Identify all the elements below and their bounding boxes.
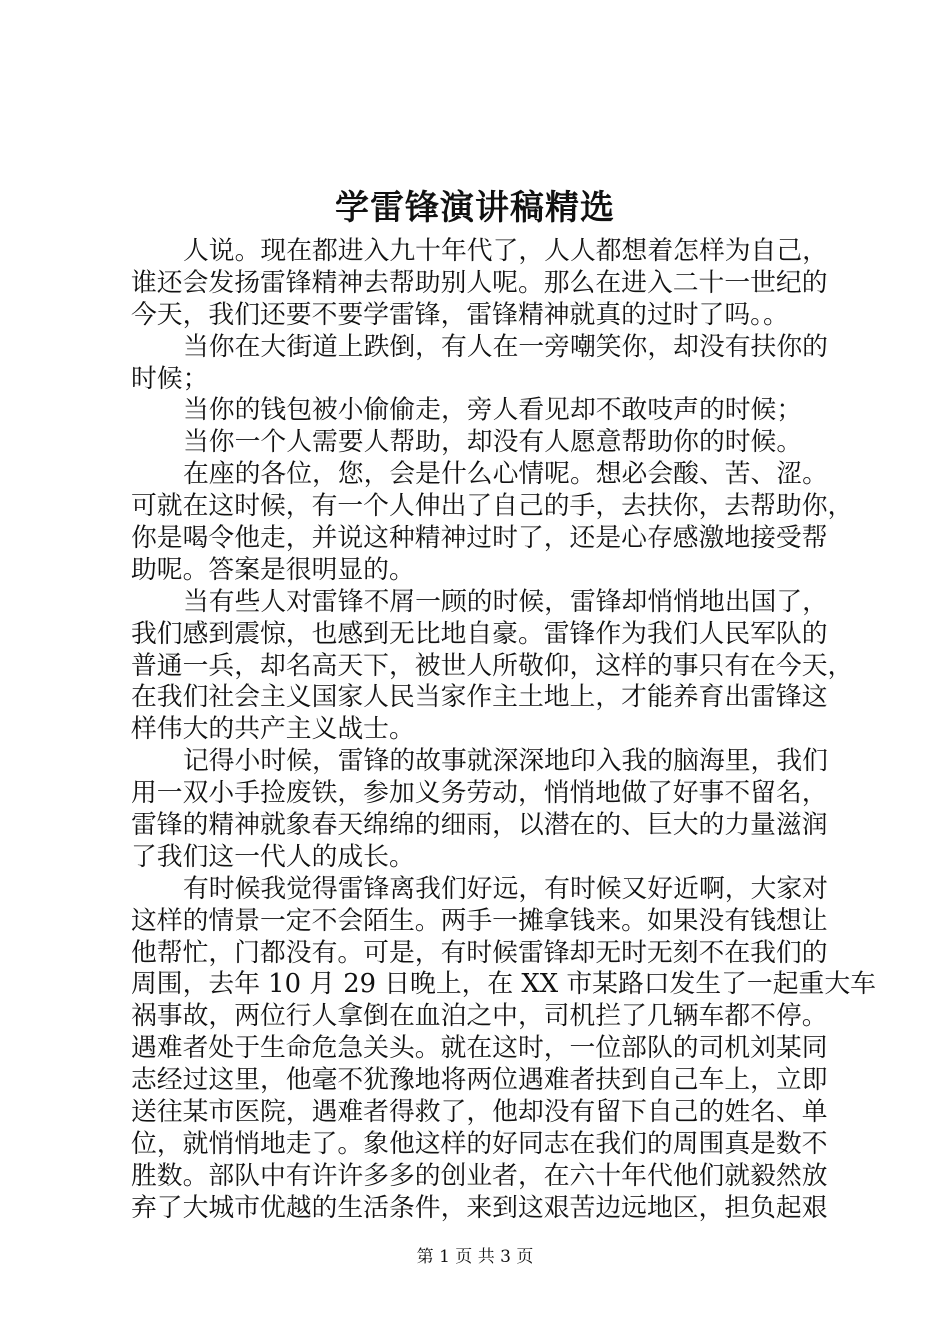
page-footer: 第 1 页 共 3 页 bbox=[416, 1247, 534, 1267]
text-line: 可就在这时候，有一个人伸出了自己的手，去扶你，去帮助你， bbox=[131, 491, 854, 522]
text-line: 有时候我觉得雷锋离我们好远，有时候又好近啊，大家对 bbox=[183, 873, 828, 904]
text-line: 当有些人对雷锋不屑一顾的时候，雷锋却悄悄地出国了， bbox=[183, 586, 828, 617]
text-line: 在我们社会主义国家人民当家作主土地上，才能养育出雷锋这 bbox=[131, 682, 828, 713]
text-line: 普通一兵，却名高天下，被世人所敬仰，这样的事只有在今天， bbox=[131, 650, 854, 681]
text-line: 当你的钱包被小偷偷走，旁人看见却不敢吱声的时候； bbox=[183, 395, 803, 426]
text-line: 弃了大城市优越的生活条件，来到这艰苦边远地区，担负起艰 bbox=[131, 1192, 828, 1223]
text-line: 雷锋的精神就象春天绵绵的细雨，以潜在的、巨大的力量滋润 bbox=[131, 810, 828, 841]
document-title: 学雷锋演讲稿精选 bbox=[335, 188, 615, 228]
text-line: 当你一个人需要人帮助，却没有人愿意帮助你的时候。 bbox=[183, 427, 803, 458]
text-line: 记得小时候，雷锋的故事就深深地印入我的脑海里，我们 bbox=[183, 746, 828, 777]
text-line: 时候； bbox=[131, 363, 209, 394]
text-line: 谁还会发扬雷锋精神去帮助别人呢。那么在进入二十一世纪的 bbox=[131, 267, 828, 298]
text-line: 这样的情景一定不会陌生。两手一摊拿钱来。如果没有钱想让 bbox=[131, 905, 828, 936]
text-line: 位，就悄悄地走了。象他这样的好同志在我们的周围真是数不 bbox=[131, 1128, 828, 1159]
text-line: 今天，我们还要不要学雷锋，雷锋精神就真的过时了吗。。 bbox=[131, 299, 789, 330]
text-line: 助呢。答案是很明显的。 bbox=[131, 554, 415, 585]
text-line: 当你在大街道上跌倒，有人在一旁嘲笑你，却没有扶你的 bbox=[183, 331, 828, 362]
text-line: 志经过这里，他毫不犹豫地将两位遇难者扶到自己车上，立即 bbox=[131, 1065, 828, 1096]
text-line: 人说。现在都进入九十年代了，人人都想着怎样为自己， bbox=[183, 236, 828, 266]
text-line: 遇难者处于生命危急关头。就在这时，一位部队的司机刘某同 bbox=[131, 1033, 828, 1064]
document-body bbox=[131, 236, 876, 1225]
text-line: 我们感到震惊，也感到无比地自豪。雷锋作为我们人民军队的 bbox=[131, 618, 828, 649]
text-line: 他帮忙，门都没有。可是，有时候雷锋却无时无刻不在我们的 bbox=[131, 937, 828, 968]
text-line: 用一双小手捡废铁，参加义务劳动，悄悄地做了好事不留名， bbox=[131, 778, 828, 809]
text-line: 样伟大的共产主义战士。 bbox=[131, 714, 415, 745]
text-line: 在座的各位，您，会是什么心情呢。想必会酸、苦、涩。 bbox=[183, 459, 828, 490]
text-line: 胜数。部队中有许许多多的创业者，在六十年代他们就毅然放 bbox=[131, 1160, 828, 1191]
text-line: 了我们这一代人的成长。 bbox=[131, 841, 415, 872]
text-line: 送往某市医院，遇难者得救了，他却没有留下自己的姓名、单 bbox=[131, 1097, 828, 1128]
text-line: 周围，去年 10 月 29 日晚上，在 XX 市某路口发生了一起重大车 bbox=[131, 969, 876, 1000]
text-line: 祸事故，两位行人拿倒在血泊之中，司机拦了几辆车都不停。 bbox=[131, 1001, 828, 1032]
text-line: 你是喝令他走，并说这种精神过时了，还是心存感激地接受帮 bbox=[131, 523, 828, 554]
